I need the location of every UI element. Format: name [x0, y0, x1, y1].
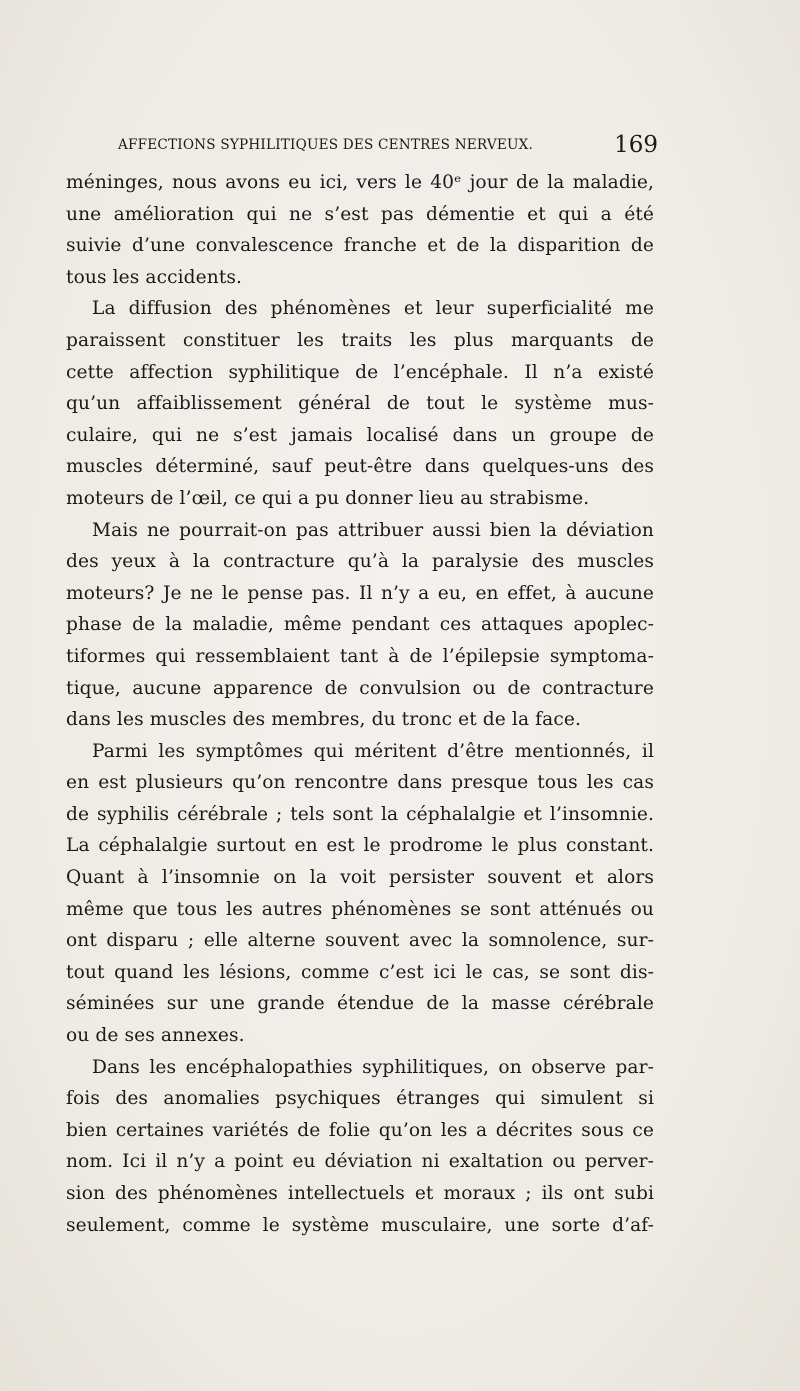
- text-line: une amélioration qui ne s’est pas démentie et qui a été: [66, 203, 654, 225]
- text-line: fois des anomalies psychiques étranges qui simulent si: [66, 1088, 654, 1110]
- text-line: La diffusion des phénomènes et leur superficialité me: [92, 298, 654, 320]
- running-head: AFFECTIONS SYPHILITIQUES DES CENTRES NERVEUX.: [118, 137, 534, 153]
- text-line: des yeux à la contracture qu’à la paralysie des muscles: [66, 551, 654, 573]
- text-line: en est plusieurs qu’on rencontre dans presque tous les cas: [66, 772, 654, 794]
- text-line: dans les muscles des membres, du tronc et de la face.: [66, 709, 581, 731]
- text-line: phase de la maladie, même pendant ces attaques apoplec-: [66, 614, 654, 636]
- text-line: même que tous les autres phénomènes se sont atténués ou: [66, 898, 654, 920]
- text-line: moteurs? Je ne le pense pas. Il n’y a eu, en effet, à aucune: [66, 582, 654, 604]
- text-line: nom. Ici il n’y a point eu déviation ni exaltation ou perver-: [66, 1151, 654, 1173]
- text-line: tous les accidents.: [66, 266, 243, 288]
- text-line: muscles déterminé, sauf peut-être dans quelques-uns des: [66, 456, 654, 478]
- text-line: de syphilis cérébrale ; tels sont la céphalalgie et l’insomnie.: [66, 803, 654, 825]
- text-line: Quant à l’insomnie on la voit persister souvent et alors: [66, 867, 654, 889]
- text-line: tique, aucune apparence de convulsion ou de contracture: [66, 677, 654, 699]
- text-line: séminées sur une grande étendue de la masse cérébrale: [66, 993, 654, 1015]
- text-line: suivie d’une convalescence franche et de la disparition de: [66, 235, 654, 257]
- text-line: cette affection syphilitique de l’encéphale. Il n’a existé: [66, 361, 654, 383]
- body-text: [66, 167, 654, 1241]
- page-header: [118, 131, 658, 159]
- text-line: bien certaines variétés de folie qu’on les a décrites sous ce: [66, 1119, 654, 1141]
- text-line: tiformes qui ressemblaient tant à de l’épilepsie symptoma-: [66, 645, 654, 667]
- text-line: qu’un affaiblissement général de tout le système mus-: [66, 393, 654, 415]
- text-line: ont disparu ; elle alterne souvent avec la somnolence, sur-: [66, 930, 654, 952]
- page-number: 169: [614, 132, 658, 158]
- text-line: Dans les encéphalopathies syphilitiques, on observe par-: [92, 1056, 654, 1078]
- text-line: tout quand les lésions, comme c’est ici le cas, se sont dis-: [66, 961, 654, 983]
- text-line: ou de ses annexes.: [66, 1025, 245, 1047]
- text-line: méninges, nous avons eu ici, vers le 40ᵉ jour de la maladie,: [66, 172, 654, 193]
- text-line: Parmi les symptômes qui méritent d’être mentionnés, il: [92, 740, 654, 762]
- text-line: paraissent constituer les traits les plus marquants de: [66, 329, 654, 351]
- text-line: La céphalalgie surtout en est le prodrome le plus constant.: [66, 835, 654, 857]
- text-line: sion des phénomènes intellectuels et moraux ; ils ont subi: [66, 1183, 654, 1204]
- text-line: moteurs de l’œil, ce qui a pu donner lieu au strabisme.: [66, 487, 590, 509]
- text-line: Mais ne pourrait-on pas attribuer aussi bien la déviation: [92, 519, 654, 541]
- text-line: seulement, comme le système musculaire, une sorte d’af-: [66, 1214, 654, 1236]
- text-line: culaire, qui ne s’est jamais localisé dans un groupe de: [66, 424, 654, 446]
